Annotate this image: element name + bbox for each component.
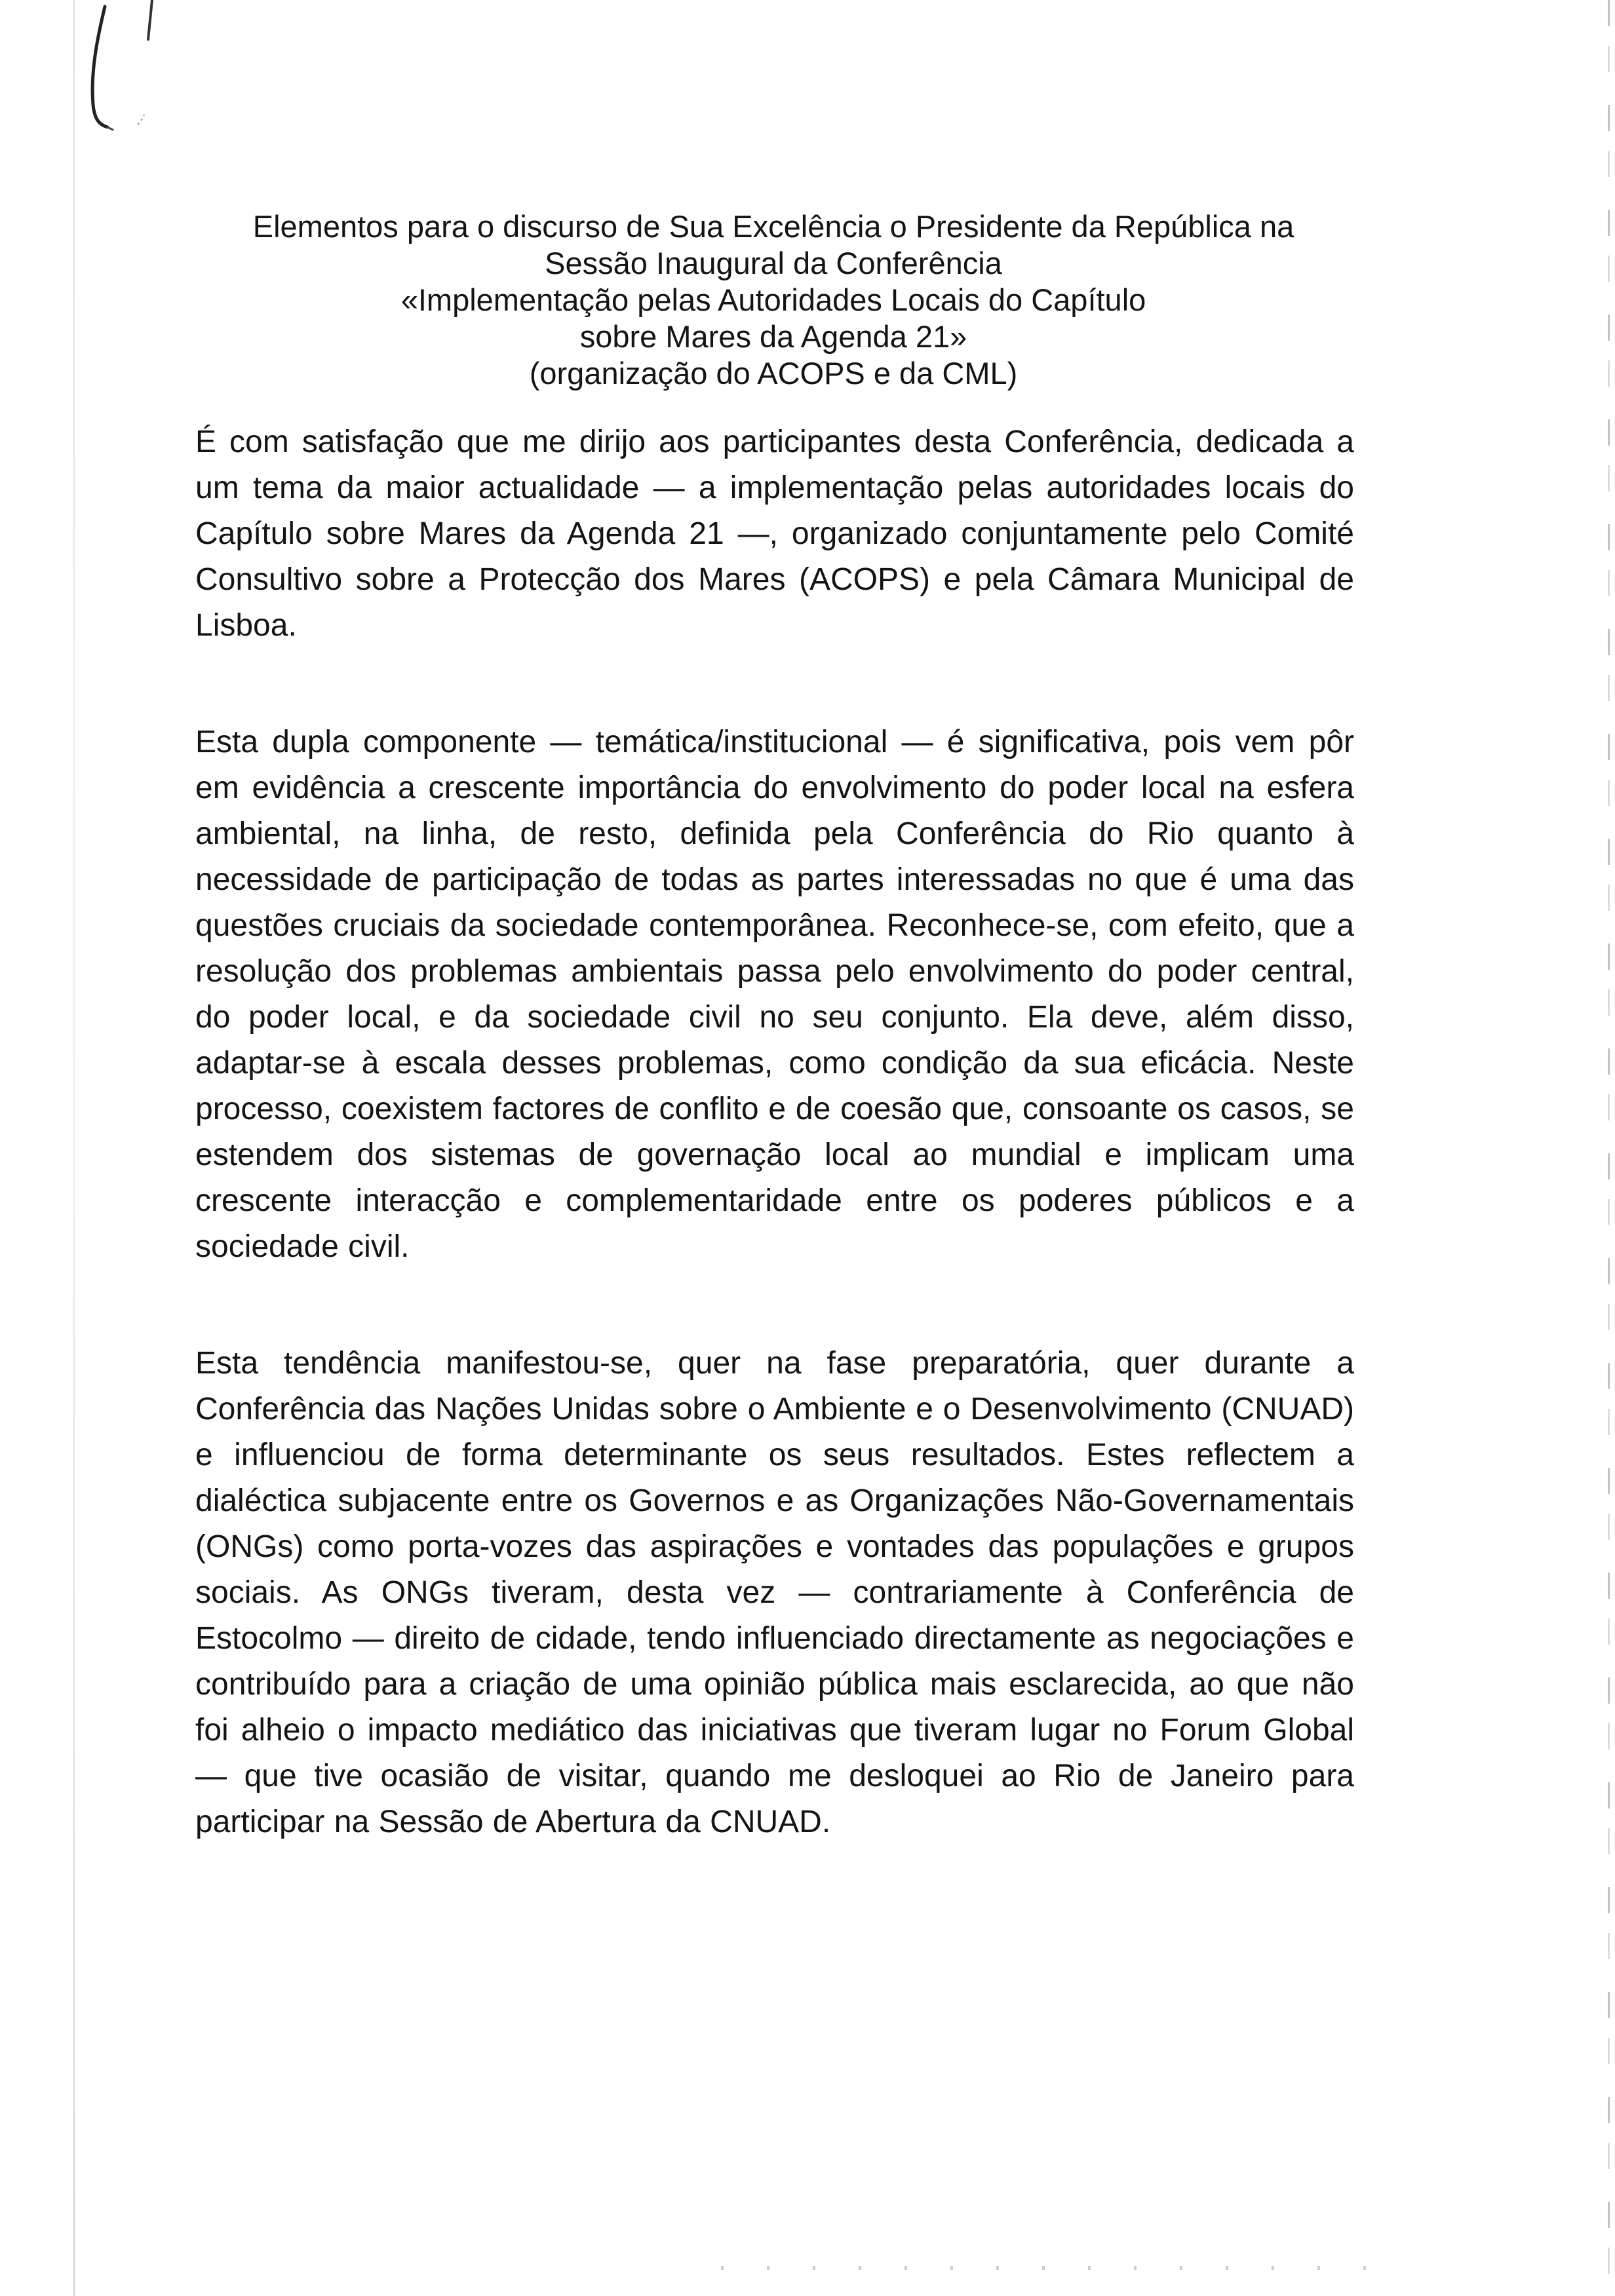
handwritten-mark-icon: [79, 0, 177, 144]
document-title: [164, 208, 1383, 392]
title-line: sobre Mares da Agenda 21»: [579, 319, 967, 354]
title-line: Elementos para o discurso de Sua Excelência o Presidente da República na: [252, 209, 1294, 244]
title-line: «Implementação pelas Autoridades Locais do Capítulo: [400, 282, 1146, 317]
paragraph-2: Esta dupla componente — temática/institucional — é significativa, pois vem pôr em evidência a crescente importância do envolvimento do poder local na esfera ambiental, na linha, de resto, definida pela Conferência do Rio quanto à necessidade de participação de todas as partes interessadas no que é uma das questões cruciais da sociedade contemporânea. Reconhece-se, com efeito, que a resolução dos problemas ambientais passa pelo envolvimento do poder central, do poder local, e da sociedade civil no seu conjunto. Ela deve, além disso, adaptar-se à escala desses problemas, como condição da sua eficácia. Neste processo, coexistem factores de conflito e de coesão que, consoante os casos, se estendem dos sistemas de governação local ao mundial e implicam uma crescente interacção e complementaridade entre os poderes públicos e a sociedade civil.: [195, 725, 1354, 1264]
title-line: (organização do ACOPS e da CML): [529, 356, 1018, 391]
paragraph-1: É com satisfação que me dirijo aos participantes desta Conferência, dedicada a um tema da maior actualidade — a implementação pelas autoridades locais do Capítulo sobre Mares da Agenda 21 —, organizado conjuntamente pelo Comité Consultivo sobre a Protecção dos Mares (ACOPS) e pela Câmara Municipal de Lisboa.: [195, 425, 1354, 643]
scan-edge-left: [73, 0, 75, 2296]
scan-edge-right: [1608, 0, 1610, 2296]
document-body: [195, 419, 1354, 1916]
title-line: Sessão Inaugural da Conferência: [545, 246, 1002, 280]
paragraph-3: Esta tendência manifestou-se, quer na fase preparatória, quer durante a Conferência das Nações Unidas sobre o Ambiente e o Desenvolvimento (CNUAD) e influenciou de forma determinante os seus resultados. Estes reflectem a dialéctica subjacente entre os Governos e as Organizações Não-Governamentais (ONGs) como porta-vozes das aspirações e vontades das populações e grupos sociais. As ONGs tiveram, desta vez — contrariamente à Conferência de Estocolmo — direito de cidade, tendo influenciado directamente as negociações e contribuído para a criação de uma opinião pública mais esclarecida, ao que não foi alheio o impacto mediático das iniciativas que tiveram lugar no Forum Global — que tive ocasião de visitar, quando me desloquei ao Rio de Janeiro para participar na Sessão de Abertura da CNUAD.: [195, 1346, 1354, 1839]
scan-edge-bottom: [721, 2266, 1376, 2270]
